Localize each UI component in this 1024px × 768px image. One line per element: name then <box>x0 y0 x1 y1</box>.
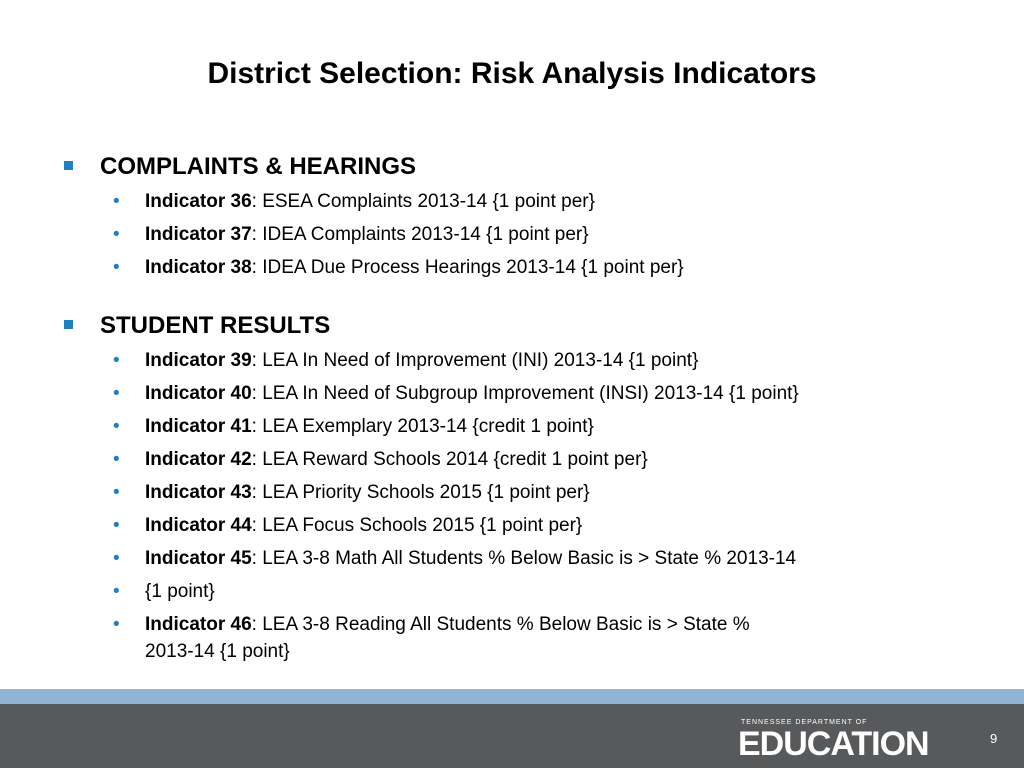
list-item <box>0 545 1024 572</box>
round-bullet-icon: • <box>113 482 120 503</box>
section-complaints-hearings <box>0 148 1024 281</box>
round-bullet-icon: • <box>113 449 120 470</box>
round-bullet-icon: • <box>113 350 120 371</box>
round-bullet-icon: • <box>113 224 120 245</box>
slide-title: District Selection: Risk Analysis Indicators <box>207 57 817 90</box>
list-item <box>0 611 1024 665</box>
slide-content <box>0 148 1024 691</box>
indicator-name: Indicator 41 <box>145 416 252 437</box>
indicator-name: Indicator 43 <box>145 482 252 503</box>
list-item <box>0 347 1024 374</box>
list-item <box>0 254 1024 281</box>
indicator-name: Indicator 46 <box>145 614 252 635</box>
indicator-text: : ESEA Complaints 2013-14 {1 point per} <box>251 191 595 212</box>
indicator-name: Indicator 40 <box>145 383 252 404</box>
indicator-text: : LEA In Need of Subgroup Improvement (INSI) 2013-14 {1 point} <box>251 383 799 404</box>
indicator-text: : IDEA Due Process Hearings 2013-14 {1 point per} <box>251 257 684 278</box>
indicator-name: Indicator 42 <box>145 449 252 470</box>
indicator-text: {1 point} <box>145 581 215 602</box>
list-item <box>0 446 1024 473</box>
indicator-text: : LEA Focus Schools 2015 {1 point per} <box>251 515 583 536</box>
list-item <box>0 578 1024 605</box>
logo-subtitle: TENNESSEE DEPARTMENT OF <box>741 719 868 726</box>
list-item <box>0 380 1024 407</box>
indicator-text: : LEA 3-8 Reading All Students % Below Basic is > State % <box>251 614 750 635</box>
list-item <box>0 188 1024 215</box>
list-item <box>0 512 1024 539</box>
indicator-name: Indicator 38 <box>145 257 252 278</box>
page-number: 9 <box>990 731 998 746</box>
section-student-results <box>0 307 1024 665</box>
round-bullet-icon: • <box>113 191 120 212</box>
list-item <box>0 479 1024 506</box>
round-bullet-icon: • <box>113 383 120 404</box>
indicator-name: Indicator 44 <box>145 515 252 536</box>
section-heading <box>0 307 1024 347</box>
education-logo <box>738 719 972 761</box>
list-item <box>0 413 1024 440</box>
indicator-text: : LEA Reward Schools 2014 {credit 1 point per} <box>251 449 648 470</box>
square-bullet-icon <box>64 161 73 170</box>
indicator-text: : LEA 3-8 Math All Students % Below Basic is > State % 2013-14 <box>251 548 797 569</box>
square-bullet-icon <box>64 320 73 329</box>
indicator-name: Indicator 37 <box>145 224 252 245</box>
round-bullet-icon: • <box>113 614 120 635</box>
indicator-name: Indicator 36 <box>145 191 252 212</box>
indicator-name: Indicator 45 <box>145 548 252 569</box>
indicator-list <box>0 347 1024 665</box>
round-bullet-icon: • <box>113 515 120 536</box>
footer-stripe <box>0 689 1024 704</box>
indicator-text: : LEA Priority Schools 2015 {1 point per} <box>251 482 590 503</box>
round-bullet-icon: • <box>113 581 120 602</box>
round-bullet-icon: • <box>113 257 120 278</box>
round-bullet-icon: • <box>113 416 120 437</box>
logo-wordmark: EDUCATION <box>738 725 929 763</box>
indicator-text: : IDEA Complaints 2013-14 {1 point per} <box>251 224 589 245</box>
indicator-text: : LEA Exemplary 2013-14 {credit 1 point} <box>251 416 594 437</box>
list-item <box>0 221 1024 248</box>
round-bullet-icon: • <box>113 548 120 569</box>
section-heading <box>0 148 1024 188</box>
section-label: COMPLAINTS & HEARINGS <box>100 153 417 180</box>
section-label: STUDENT RESULTS <box>100 312 331 339</box>
indicator-list <box>0 188 1024 281</box>
indicator-text: : LEA In Need of Improvement (INI) 2013-14 {1 point} <box>251 350 699 371</box>
indicator-text-continuation: 2013-14 {1 point} <box>145 641 290 662</box>
indicator-name: Indicator 39 <box>145 350 252 371</box>
